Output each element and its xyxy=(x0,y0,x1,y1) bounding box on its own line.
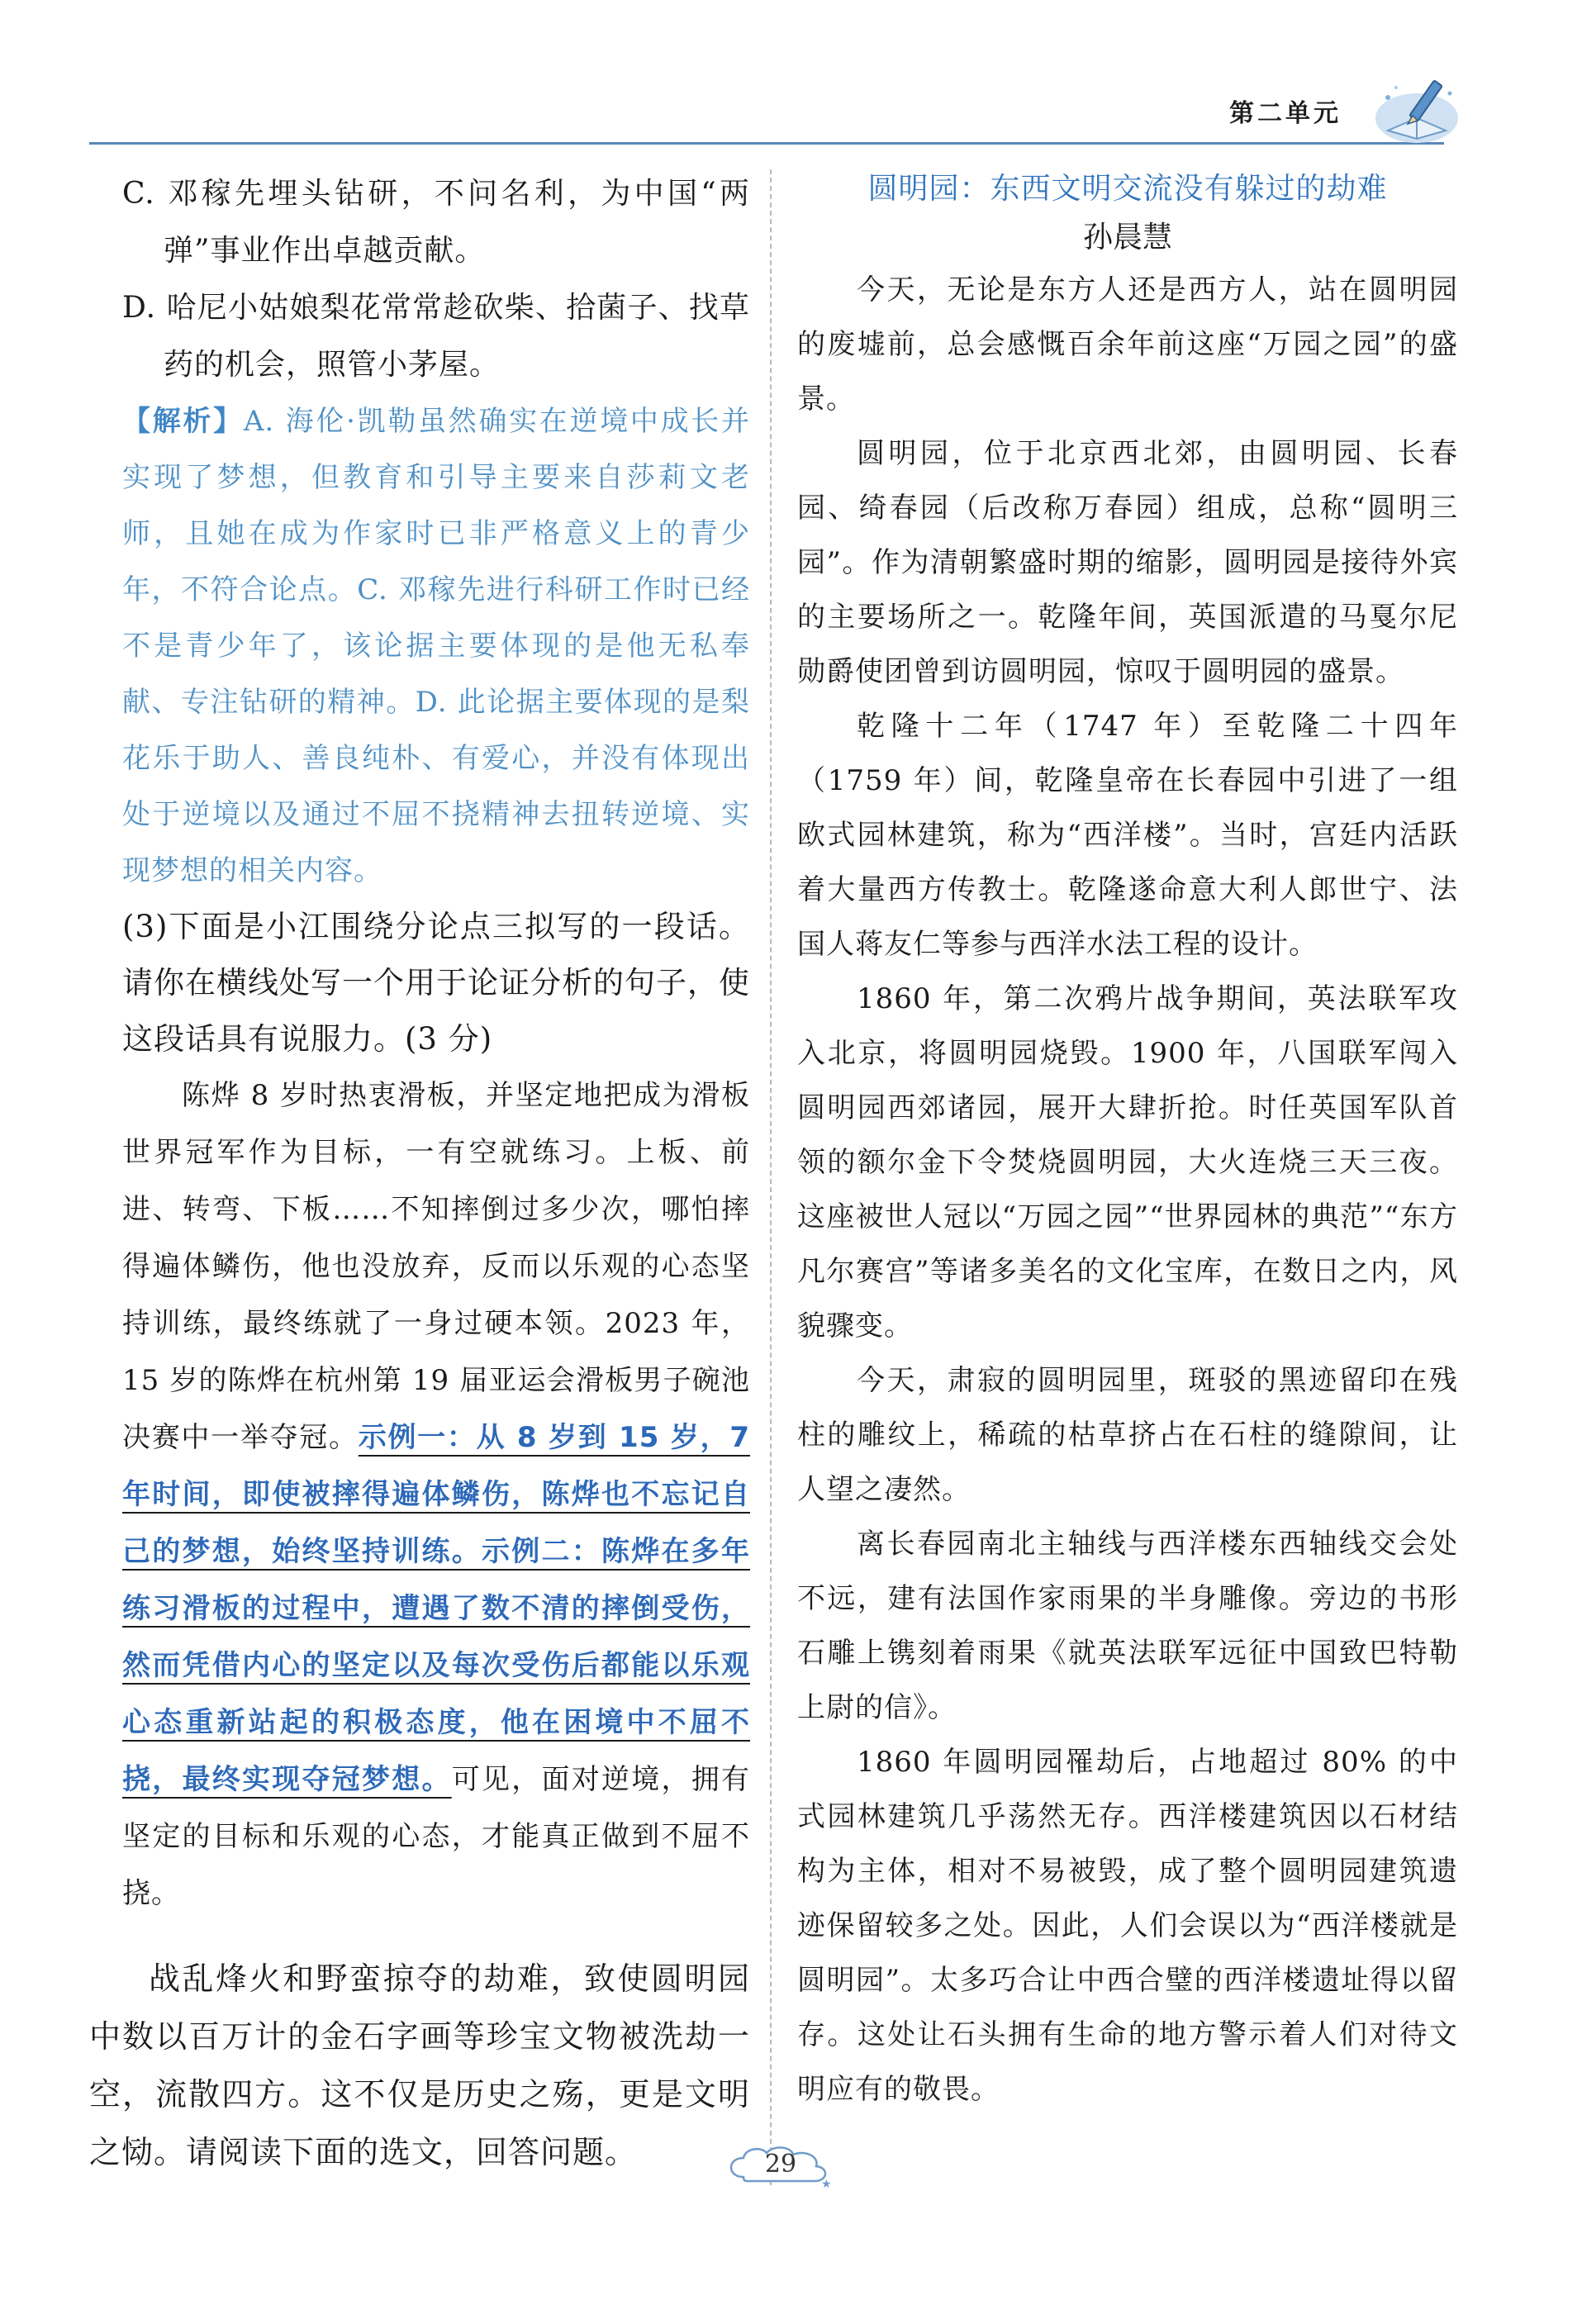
left-column xyxy=(122,165,750,1922)
column-divider xyxy=(770,169,772,2185)
analysis-block xyxy=(122,393,750,899)
analysis-tag: 【解析】 xyxy=(122,405,244,438)
reading-intro xyxy=(89,1950,750,2181)
page-number-badge xyxy=(719,2140,843,2189)
analysis-text: A. 海伦·凯勒虽然确实在逆境中成长并实现了梦想，但教育和引导主要来自莎莉文老师，且她在成为作家时已非严格意义上的青少年，不符合论点。C. 邓稼先进行科研工作时已经不是青少年了，该论据主要体现的是他无私奉献、专注钻研的精神。D. 此论据主要体现的是梨花乐于助人、善良纯朴、有爱心，并没有体现出处于逆境以及通过不屈不挠精神去扭转逆境、实现梦想的相关内容。 xyxy=(122,405,751,887)
sample-paragraph xyxy=(122,1067,750,1922)
intro-paragraph: 战乱烽火和野蛮掠夺的劫难，致使圆明园中数以百万计的金石字画等珍宝文物被洗劫一空，流散四方。这不仅是历史之殇，更是文明之恸。请阅读下面的选文，回答问题。 xyxy=(89,1960,750,2170)
article-paragraph-3: 乾隆十二年（1747 年）至乾隆二十四年（1759 年）间，乾隆皇帝在长春园中引进了一组欧式园林建筑，称为“西洋楼”。当时，宫廷内活跃着大量西方传教士。乾隆遂命意大利人郎世宁、法国人蒋友仁等参与西洋水法工程的设计。 xyxy=(797,710,1458,961)
page-number: 29 xyxy=(764,2150,797,2179)
article-paragraph-5: 今天，肃寂的圆明园里，斑驳的黑迹留印在残柱的雕纹上，稀疏的枯草挤占在石柱的缝隙间，让人望之凄然。 xyxy=(797,1364,1458,1506)
article-paragraph-7: 1860 年圆明园罹劫后，占地超过 80% 的中式园林建筑几乎荡然无存。西洋楼建筑因以石材结构为主体，相对不易被毁，成了整个圆明园建筑遗迹保留较多之处。因此，人们会误以为“西洋楼就是圆明园”。太多巧合让中西合璧的西洋楼遗址得以留存。这处让石头拥有生命的地方警示着人们对待文明应有的敬畏。 xyxy=(797,1746,1458,2106)
article-paragraph-6: 离长春园南北主轴线与西洋楼东西轴线交会处不远，建有法国作家雨果的半身雕像。旁边的书形石雕上镌刻着雨果《就英法联军远征中国致巴特勒上尉的信》。 xyxy=(797,1528,1458,1724)
pencil-book-decoration-icon xyxy=(1371,73,1462,147)
article-paragraph-4: 1860 年，第二次鸦片战争期间，英法联军攻入北京，将圆明园烧毁。1900 年，八国联军闯入圆明园西郊诸园，展开大肆折抢。时任英国军队首领的额尔金下令焚烧圆明园，大火连烧三天三夜。这座被世人冠以“万园之园”“世界园林的典范”“东方凡尔赛宫”等诸多美名的文化宝库，在数日之内，风貌骤变。 xyxy=(797,982,1458,1343)
article-author: 孙晨慧 xyxy=(1082,221,1172,254)
svg-text:★: ★ xyxy=(821,2178,832,2189)
passage-after: 可见，面对逆境，拥有坚定的目标和乐观的心态，才能真正做到不屈不挠。 xyxy=(122,1763,750,1910)
article-title: 圆明园：东西文明交流没有躲过的劫难 xyxy=(867,172,1388,206)
option-d: D. 哈尼小姑娘梨花常常趁砍柴、拾菌子、找草药的机会，照管小茅屋。 xyxy=(122,291,750,382)
passage-before: 陈烨 8 岁时热衷滑板，并坚定地把成为滑板世界冠军作为目标，一有空就练习。上板、前进、转弯、下板……不知摔倒过多少次，哪怕摔得遍体鳞伤，他也没放弃，反而以乐观的心态坚持训练，最终练就了一身过硬本领。2023 年，15 岁的陈烨在杭州第 19 届亚运会滑板男子碗池决赛中一举夺冠。 xyxy=(122,1079,750,1454)
article-paragraph-2: 圆明园，位于北京西北郊，由圆明园、长春园、绮春园（后改称万春园）组成，总称“圆明三园”。作为清朝繁盛时期的缩影，圆明园是接待外宾的主要场所之一。乾隆年间，英国派遣的马戛尔尼勋爵使团曾到访圆明园，惊叹于圆明园的盛景。 xyxy=(797,437,1458,688)
unit-label: 第二单元 xyxy=(1229,99,1342,128)
option-c: C. 邓稼先埋头钻研，不问名利，为中国“两弹”事业作出卓越贡献。 xyxy=(122,177,750,268)
header-rule xyxy=(89,142,1444,145)
article-paragraph-1: 今天，无论是东方人还是西方人，站在圆明园的废墟前，总会感慨百余年前这座“万园之园”的盛景。 xyxy=(797,273,1458,416)
right-column xyxy=(797,165,1458,2117)
question-3: (3)下面是小江围绕分论点三拟写的一段话。请你在横线处写一个用于论证分析的句子，使这段话具有说服力。(3 分) xyxy=(122,909,750,1057)
answer-blank: 示例一：从 8 岁到 15 岁，7 年时间，即使被摔得遍体鳞伤，陈烨也不忘记自己的梦想，始终坚持训练。示例二：陈烨在多年练习滑板的过程中，遭遇了数不清的摔倒受伤，然而凭借内心的坚定以及每次受伤后都能以乐观心态重新站起的积极态度，他在困境中不屈不挠，最终实现夺冠梦想。 xyxy=(122,1421,751,1796)
